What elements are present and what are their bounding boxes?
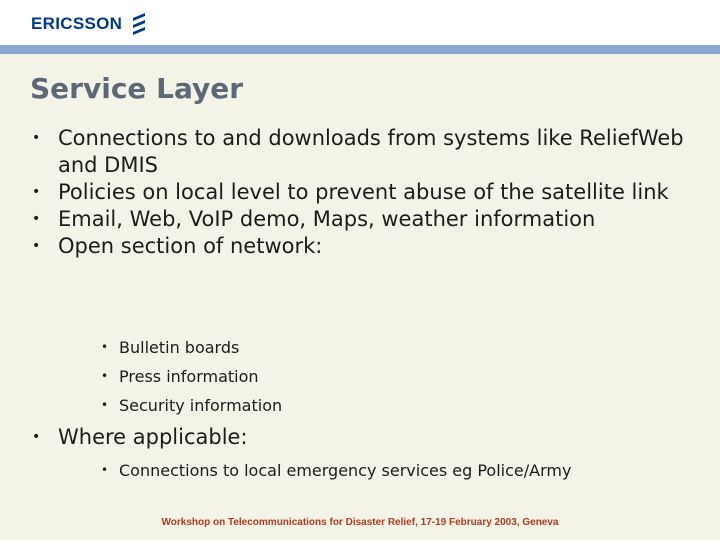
bullet-dot: • (32, 130, 41, 146)
bullet-dot: • (32, 211, 41, 227)
sub-bullet-dot: • (101, 340, 109, 354)
slide-content (0, 54, 720, 540)
sub-bullet-text: Bulletin boards (119, 338, 240, 357)
bullet-dot: • (32, 184, 41, 200)
sub-bullet-item (101, 456, 571, 485)
sub-bullet-item (101, 391, 282, 420)
sub-bullet-text: Connections to local emergency services eg Police/Army (119, 461, 572, 480)
bullet-item (30, 179, 710, 206)
bullet-item (30, 206, 710, 233)
bullet-text: Where applicable: (58, 425, 248, 449)
slide-header (0, 0, 720, 45)
sub-bullet-dot: • (101, 398, 109, 412)
bullet-item (30, 424, 710, 451)
bullet-dot: • (32, 238, 41, 254)
sub-bullet-dot: • (101, 369, 109, 383)
network-sub-bullet-list (101, 333, 282, 420)
main-bullet-list (30, 125, 710, 260)
sub-bullet-text: Press information (119, 367, 259, 386)
ericsson-logo-mark-icon (130, 12, 148, 36)
logo-text: ERICSSON (31, 14, 123, 33)
where-sub-bullet-list (101, 456, 571, 485)
header-rule (0, 45, 720, 54)
slide-title: Service Layer (30, 72, 244, 105)
sub-bullet-dot: • (101, 463, 109, 477)
ericsson-logo (31, 12, 148, 36)
where-bullet-list (30, 424, 710, 451)
bullet-text: Policies on local level to prevent abuse of the satellite link (58, 180, 669, 204)
slide-footer: Workshop on Telecommunications for Disaster Relief, 17-19 February 2003, Geneva (161, 517, 559, 528)
bullet-text: Connections to and downloads from systems like ReliefWeb and DMIS (58, 126, 684, 177)
bullet-text: Open section of network: (58, 234, 323, 258)
sub-bullet-text: Security information (119, 396, 283, 415)
bullet-dot: • (32, 429, 41, 445)
sub-bullet-item (101, 333, 282, 362)
bullet-text: Email, Web, VoIP demo, Maps, weather information (58, 207, 596, 231)
sub-bullet-item (101, 362, 282, 391)
bullet-item (30, 233, 710, 260)
bullet-item (30, 125, 710, 179)
